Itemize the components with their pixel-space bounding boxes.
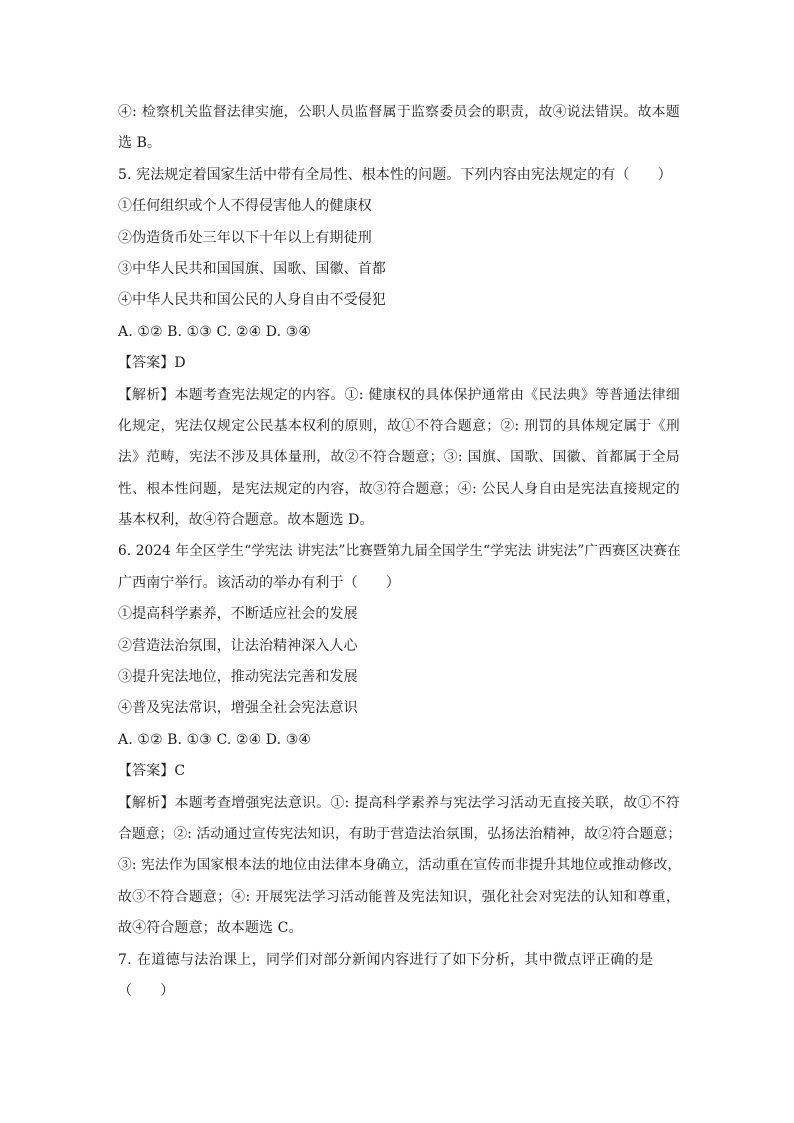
question-5-item-1: ①任何组织或个人不得侵害他人的健康权 [118,198,372,215]
question-6-stem: 6. 2024 年全区学生“学宪法 讲宪法”比赛暨第九届全国学生“学宪法 讲宪法”广西赛区决赛在 [118,543,681,560]
question-6-analysis-line: 合题意；②: 活动通过宣传宪法知识，有助于营造法治氛围，弘扬法治精神，故②符合题意； [118,825,682,842]
question-7-stem: （ ） [118,982,175,999]
question-5-analysis-line: 化规定，宪法仅规定公民基本权利的原则，故①不符合题意；②: 刑罚的具体规定属于《刑 [118,417,681,434]
question-5-analysis-line: 性、根本性问题，是宪法规定的内容，故③符合题意；④: 公民人身自由是宪法直接规定的 [118,480,681,497]
question-6-item-4: ④普及宪法常识，增强全社会宪法意识 [118,700,358,717]
question-6-analysis-line: 故④符合题意；故本题选 C。 [118,920,303,937]
question-5-item-3: ③中华人民共和国国旗、国歌、国徽、首都 [118,260,386,277]
question-5-analysis-line: 基本权利，故④符合题意。故本题选 D。 [118,512,374,529]
question-6-item-2: ②营造法治氛围，让法治精神深入人心 [118,637,358,654]
question-5-stem: 5. 宪法规定着国家生活中带有全局性、根本性的问题。下列内容由宪法规定的有（ ） [118,166,672,183]
question-5-analysis-line: 【解析】本题考查宪法规定的内容。①: 健康权的具体保护通常由《民法典》等普通法律细 [118,386,681,403]
text-line: ④: 检察机关监督法律实施，公职人员监督属于监察委员会的职责，故④说法错误。故本题 [118,104,681,120]
question-6-analysis-line: ③: 宪法作为国家根本法的地位由法律本身确立，活动重在宣传而非提升其地位或推动修改， [118,857,682,874]
question-7-stem: 7. 在道德与法治课上，同学们对部分新闻内容进行了如下分析，其中微点评正确的是 [118,951,654,968]
question-6-analysis-line: 【解析】本题考查增强宪法意识。①: 提高科学素养与宪法学习活动无直接关联，故①不符 [118,794,681,811]
document-body [118,97,683,1007]
text-line: 选 B。 [118,135,162,152]
question-6-item-1: ①提高科学素养，不断适应社会的发展 [118,606,358,623]
question-5-analysis-line: 法》范畴，宪法不涉及具体量刑，故②不符合题意；③: 国旗、国歌、国徽、首都属于全局 [118,449,681,466]
question-6-stem: 广西南宁举行。该活动的举办有利于（ ） [118,574,400,591]
question-5-answer: 【答案】D [118,355,186,372]
question-5-item-2: ②伪造货币处三年以下十年以上有期徒刑 [118,229,372,246]
question-6-answer: 【答案】C [118,763,186,780]
question-5-item-4: ④中华人民共和国公民的人身自由不受侵犯 [118,292,386,309]
question-5-options: A. ①② B. ①③ C. ②④ D. ③④ [118,323,311,340]
question-6-options: A. ①② B. ①③ C. ②④ D. ③④ [118,731,311,748]
question-6-item-3: ③提升宪法地位，推动宪法完善和发展 [118,669,358,686]
question-6-analysis-line: 故③不符合题意；④: 开展宪法学习活动能普及宪法知识，强化社会对宪法的认知和尊重， [118,888,681,905]
